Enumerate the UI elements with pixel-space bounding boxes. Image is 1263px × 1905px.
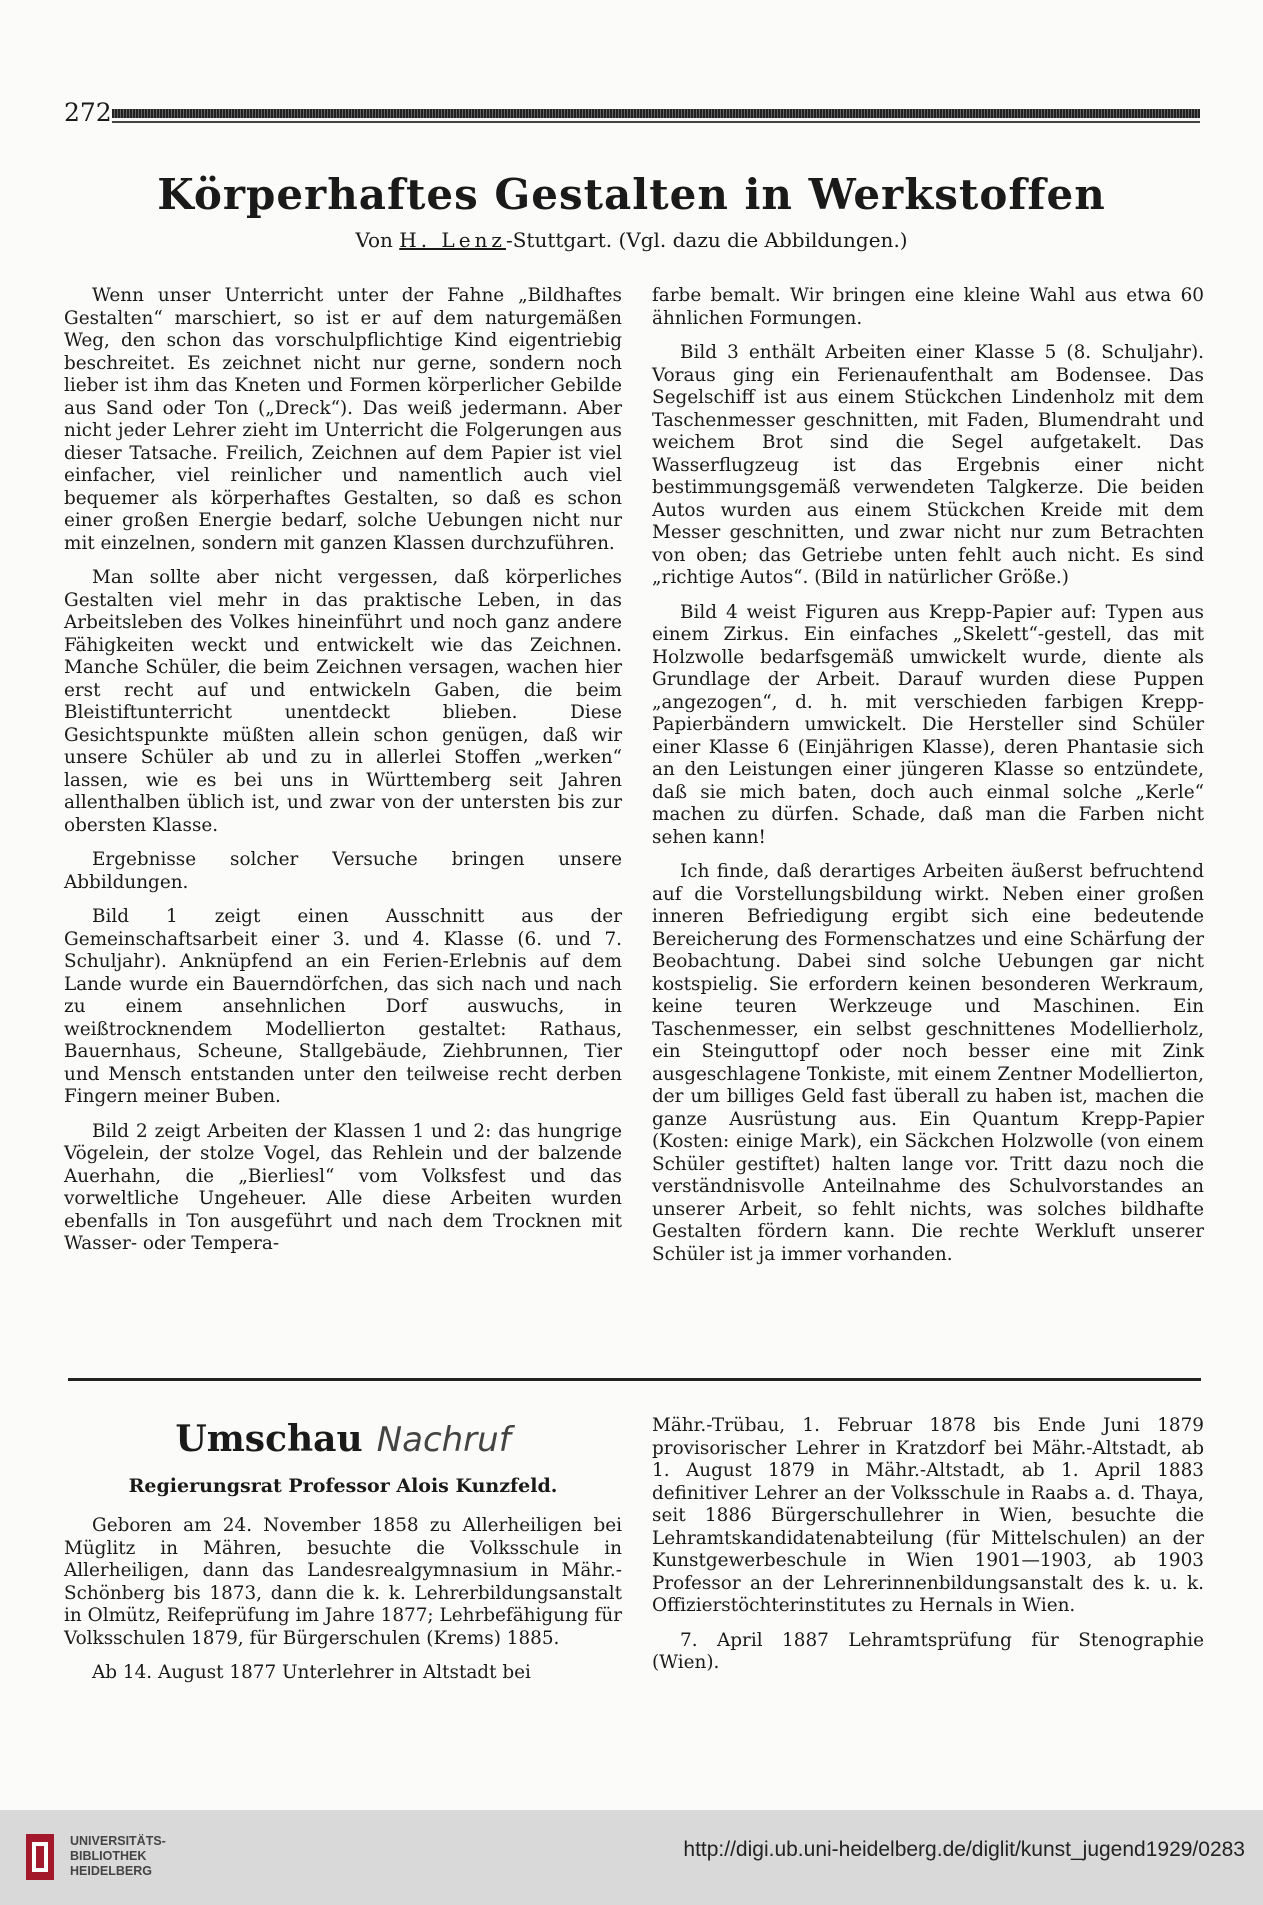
library-logo-icon: [22, 1832, 58, 1882]
article-right-column: [652, 285, 1204, 1278]
paragraph: Ergebnisse solcher Versuche bringen unsere Abbildungen.: [64, 849, 622, 893]
library-name-line: HEIDELBERG: [70, 1864, 152, 1878]
library-name: [70, 1834, 166, 1879]
paragraph: Man sollte aber nicht vergessen, daß körperliches Gestalten viel mehr in das praktische Leben, in das Arbeitsleben des Volkes hineinführt und noch ganz andere Fähigkeiten weckt und entwickelt wie das Zeichnen. Manche Schüler, die beim Zeichnen versagen, wachen hier erst recht auf und entwickeln Gaben, die beim Bleistiftunterricht unentdeckt blieben. Diese Gesichtspunkte müßten allein schon genügen, daß wir unsere Schüler ab und zu in allerlei Stoffen „werken“ lassen, wie es bei uns in Württemberg seit Jahren allenthalben üblich ist, und zwar von der untersten bis zur obersten Klasse.: [64, 567, 622, 836]
umschau-right-column: [652, 1415, 1204, 1687]
paragraph: Ab 14. August 1877 Unterlehrer in Altstadt bei: [92, 1662, 531, 1683]
paragraph: Wenn unser Unterricht unter der Fahne „Bildhaftes Gestalten“ marschiert, so ist er auf dem naturgemäßen Weg, den schon das vorschulpflichtige Kind eigentriebig beschreitet. Es zeichnet nicht nur gerne, sondern noch lieber ist ihm das Kneten und Formen körperlicher Gebilde aus Sand oder Ton („Dreck“). Das weiß jedermann. Aber nicht jeder Lehrer zieht im Unterricht die Folgerungen aus dieser Tatsache. Freilich, Zeichnen auf dem Papier ist viel einfacher, viel reinlicher und namentlich auch viel bequemer als körperhaftes Gestalten, so daß es schon einer großen Energie bedarf, solche Uebungen nicht nur mit einzelnen, sondern mit ganzen Klassen durchzuführen.: [64, 285, 622, 554]
paragraph: Bild 1 zeigt einen Ausschnitt aus der Gemeinschaftsarbeit einer 3. und 4. Klasse (6. und 7. Schuljahr). Anknüpfend an ein Ferien-Erlebnis auf dem Lande wurde ein Bauerndörfchen, das sich nach und nach zu einem ansehnlichen Dorf auswuchs, in weißtrocknendem Modellierton gestaltet: Rathaus, Bauernhaus, Scheune, Stallgebäude, Ziehbrunnen, Tier und Mensch entstanden unter den teilweise recht derben Fingern meiner Buben.: [64, 906, 622, 1107]
header-rule-thin: [112, 121, 1200, 123]
umschau-title: [64, 1418, 622, 1460]
paragraph: 7. April 1887 Lehramtsprüfung für Stenographie (Wien).: [652, 1629, 1204, 1673]
article-title: Körperhaftes Gestalten in Werkstoffen: [157, 170, 1106, 219]
library-name-line: UNIVERSITÄTS-: [70, 1834, 166, 1848]
umschau-title-text: Umschau: [175, 1418, 363, 1460]
viewer-footer: [0, 1810, 1263, 1905]
byline-suffix: -Stuttgart. (Vgl. dazu die Abbildungen.): [505, 228, 908, 252]
paragraph: Ich finde, daß derartiges Arbeiten äußerst befruchtend auf die Vorstellungsbildung wirkt. Neben einer großen inneren Befriedigung ergibt sich eine bedeutende Bereicherung des Formenschatzes und eine Schärfung der Beobachtung. Dabei sind solche Uebungen gar nicht kostspielig. Sie erfordern keinen besonderen Werkraum, keine teuren Werkzeuge und Maschinen. Ein Taschenmesser, ein selbst geschnittenes Modellierholz, ein Steinguttopf oder noch besser eine mit Zink ausgeschlagene Tonkiste, mit einem Zentner Modellierton, der um billiges Geld fast überall zu haben ist, machen die ganze Ausrüstung aus. Ein Quantum Krepp-Papier (Kosten: einige Mark), ein Säckchen Holzwolle (von einem Schüler gestiftet) halten lange vor. Tritt dazu noch die verständnisvolle Anteilnahme des Schulvorstandes an unserer Arbeit, so fehlt nichts, was solches bildhafte Gestalten fördern kann. Die rechte Werkluft unserer Schüler ist ja immer vorhanden.: [652, 861, 1204, 1265]
handwritten-note: Nachruf: [376, 1420, 511, 1460]
paragraph: Bild 2 zeigt Arbeiten der Klassen 1 und 2: das hungrige Vögelein, der stolze Vogel, das Rehlein und der balzende Auerhahn, die „Bierliesl“ vom Volksfest und das vorweltliche Ungeheuer. Alle diese Arbeiten wurden ebenfalls in Ton ausgeführt und nach dem Trocknen mit Wasser- oder Tempera-: [64, 1120, 622, 1254]
obituary-heading: Regierungsrat Professor Alois Kunzfeld.: [128, 1475, 558, 1497]
paragraph: Bild 4 weist Figuren aus Krepp-Papier auf: Typen aus einem Zirkus. Ein einfaches „Skelett“-gestell, das mit Holzwolle bedarfsgemäß umwickelt wurde, diente als Grundlage der Arbeit. Darauf wurden diese Puppen „angezogen“, d. h. mit verschieden farbigen Krepp-Papierbändern umwickelt. Die Hersteller sind Schüler einer Klasse 6 (Einjährigen Klasse), deren Phantasie sich an den Leistungen einer jüngeren Klasse so entzündete, daß sie mich baten, doch auch einmal solche „Kerle“ machen zu dürfen. Schade, daß man die Farben nicht sehen kann!: [652, 601, 1204, 848]
source-url-link[interactable]: http://digi.ub.uni-heidelberg.de/diglit/kunst_jugend1929/0283: [683, 1838, 1245, 1861]
paragraph: Mähr.-Trübau, 1. Februar 1878 bis Ende Juni 1879 provisorischer Lehrer in Kratzdorf bei Mähr.-Altstadt, ab 1. August 1879 in Mähr.-Altstadt, ab 1. April 1883 definitiver Lehrer an der Volksschule in Raabs a. d. Thaya, seit 1886 Bürgerschullehrer in Wien, besuchte die Lehramtskandidatenabteilung (für Mittelschulen) an der Kunstgewerbeschule in Wien 1901—1903, ab 1903 Professor an der Lehrerinnenbildungsanstalt des k. u. k. Offizierstöchterinstitutes zu Hernals in Wien.: [652, 1415, 1204, 1616]
paragraph: Bild 3 enthält Arbeiten einer Klasse 5 (8. Schuljahr). Voraus ging ein Ferienaufenthalt am Bodensee. Das Segelschiff ist aus einem Stückchen Lindenholz mit dem Taschenmesser geschnitten, mit Faden, Blumendraht und weichem Brot sind die Segel aufgetakelt. Das Wasserflugzeug ist das Ergebnis einer nicht bestimmungsgemäß verwendeten Talgkerze. Die beiden Autos wurden aus einem Stückchen Kreide mit dem Messer geschnitten, und zwar nicht nur zum Betrachten von oben; das Getriebe unten fehlt auch nicht. Es sind „richtige Autos“. (Bild in natürlicher Größe.): [652, 342, 1204, 588]
byline-prefix: Von: [355, 228, 393, 252]
page-number: 272: [64, 98, 112, 127]
article-byline: [0, 228, 1263, 252]
paragraph: farbe bemalt. Wir bringen eine kleine Wahl aus etwa 60 ähnlichen Formungen.: [652, 285, 1204, 329]
library-name-line: BIBLIOTHEK: [70, 1849, 147, 1863]
header-rule: [112, 109, 1200, 118]
article-left-column: [64, 285, 622, 1268]
umschau-left-column: [64, 1515, 622, 1697]
byline-author: H. Lenz: [399, 228, 506, 252]
paragraph: Geboren am 24. November 1858 zu Allerheiligen bei Müglitz in Mähren, besuchte die Volksschule in Allerheiligen, dann das Landesrealgymnasium in Mähr.-Schönberg bis 1873, dann die k. k. Lehrerbildungsanstalt in Olmütz, Reifeprüfung im Jahre 1877; Lehrbefähigung für Volksschulen 1879, für Bürgerschulen (Krems) 1885.: [64, 1515, 622, 1649]
section-divider: [68, 1378, 1201, 1381]
